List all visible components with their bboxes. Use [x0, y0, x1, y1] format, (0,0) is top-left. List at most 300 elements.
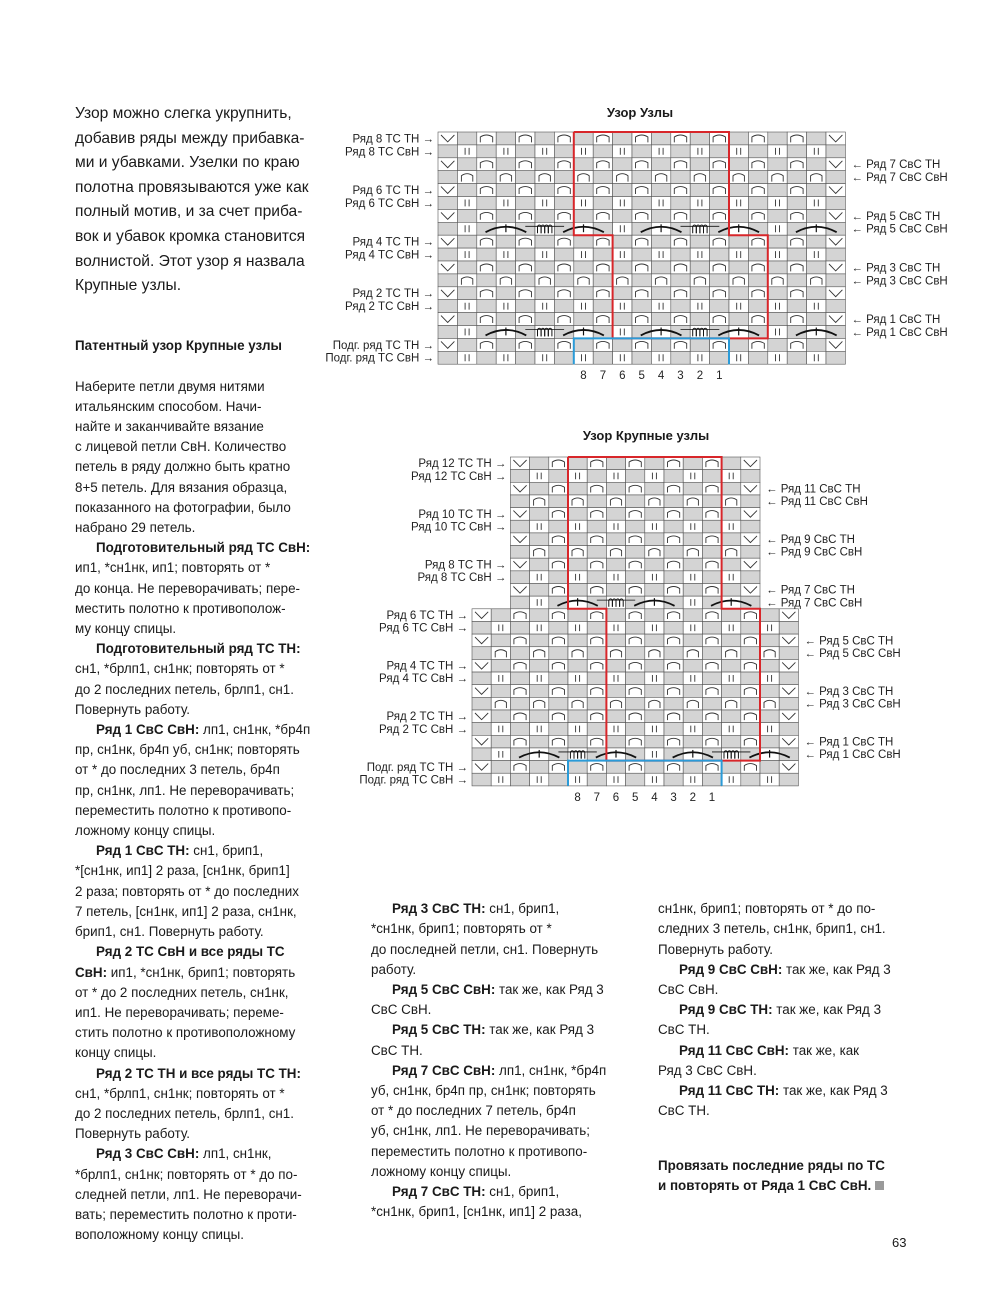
chart-cell	[568, 697, 587, 710]
chart-cell	[606, 773, 625, 786]
row-label-left: Ряд 4 ТС ТН →	[386, 660, 468, 673]
chart-cell	[683, 773, 702, 786]
row-label-left: Ряд 2 ТС СвН →	[345, 301, 434, 314]
chart-cell	[760, 710, 779, 723]
chart-cell	[530, 659, 549, 672]
chart-cell	[664, 773, 683, 786]
chart-cell	[606, 609, 625, 622]
chart-cell	[549, 685, 568, 698]
chart-cell	[510, 584, 529, 597]
chart-cell	[587, 659, 606, 672]
chart-cell	[606, 584, 625, 597]
chart-cell	[568, 457, 587, 470]
chart-cell	[779, 723, 798, 736]
row-label-left: Ряд 10 ТС СвН →	[411, 521, 507, 534]
chart-cell	[530, 634, 549, 647]
row-heading: Ряд 11 СвС СвН:	[679, 1042, 789, 1058]
chart-cell	[760, 672, 779, 685]
chart-cell	[472, 609, 491, 622]
row-heading: Ряд 9 СвС СвН:	[679, 961, 783, 977]
chart-cell	[683, 761, 702, 774]
chart-cell	[549, 761, 568, 774]
chart-cell	[606, 735, 625, 748]
chart-cell	[606, 508, 625, 521]
chart-cell	[626, 609, 645, 622]
chart-cell	[702, 571, 721, 584]
row-instruction-text: ип1, *сн1нк, брип1; повторять от * до 2 последних петель, сн1нк, ип1. Не переворачивать; переме- стить полотно к противоположному концу спицы.	[75, 964, 296, 1061]
chart-cell	[702, 546, 721, 559]
chart-cell	[645, 571, 664, 584]
row-heading: Ряд 7 СвС СвН:	[392, 1062, 496, 1078]
stitch-number: 4	[657, 370, 665, 383]
chart-cell	[530, 621, 549, 634]
chart-cell	[722, 685, 741, 698]
row-instruction-text: сн1, брип1, *сн1нк, брип1; повторять от * до последней петли, сн1. Повернуть работу.	[371, 901, 599, 977]
row-instruction-text: так же, как Ряд 3 СвС СвН.	[371, 982, 604, 1018]
row-instruction-text: лп1, сн1нк, *бр4п пр, сн1нк, бр4п уб, сн1нк; повторять от * до последних 3 петель, бр4п пр, сн1нк, лп1. Не переворачивать; переместить полотно к противопо- ложному концу спицы.	[75, 722, 311, 839]
chart-cell	[626, 571, 645, 584]
chart-cell	[722, 546, 741, 559]
chart-cell	[510, 735, 529, 748]
row-heading: Ряд 3 СвС СвН:	[96, 1146, 200, 1162]
chart-cell	[702, 520, 721, 533]
chart-cell	[760, 659, 779, 672]
chart-cell	[645, 584, 664, 597]
chart-cell	[626, 773, 645, 786]
chart-cell	[722, 697, 741, 710]
chart-cell	[683, 710, 702, 723]
chart-cell	[702, 723, 721, 736]
chart-cell	[587, 508, 606, 521]
chart-cell	[510, 546, 529, 559]
row-heading: Ряд 2 ТС СвН и все ряды ТС СвН:	[75, 944, 285, 980]
chart-cell	[741, 546, 760, 559]
row-instruction-text: Наберите петли двумя нитями итальянским способом. Начи- найте и заканчивайте вязание с лицевой петли СвН. Количество петель в ряду должно быть кратно 8+5 петель. Для вязания образца, показанного на фотографии, было набрано 29 петель.	[75, 378, 291, 536]
chart-cell	[645, 748, 664, 761]
chart-cell	[568, 773, 587, 786]
row-label-right: ← Ряд 3 СвС СвН	[851, 275, 948, 288]
chart-cell	[510, 609, 529, 622]
row-heading: Подготовительный ряд ТС ТН:	[96, 641, 301, 657]
chart-cell	[664, 672, 683, 685]
chart-cell	[510, 495, 529, 508]
chart-cell	[741, 457, 760, 470]
chart-cell	[645, 761, 664, 774]
row-label-left: Ряд 8 ТС ТН →	[424, 559, 507, 572]
chart-cell	[664, 571, 683, 584]
chart-1-title: Узор Узлы	[606, 105, 674, 120]
chart-cell	[683, 609, 702, 622]
chart-cell	[779, 735, 798, 748]
chart-cell	[645, 685, 664, 698]
chart-cell	[702, 773, 721, 786]
chart-cell	[683, 482, 702, 495]
instruction-paragraph	[75, 1144, 327, 1245]
chart-cell	[568, 659, 587, 672]
chart-cell	[779, 672, 798, 685]
chart-cell	[472, 659, 491, 672]
chart-cell	[568, 482, 587, 495]
stitch-number: 1	[716, 370, 723, 383]
chart-cell	[664, 697, 683, 710]
chart-cell	[530, 508, 549, 521]
row-label-right: ← Ряд 3 СвС ТН	[804, 685, 894, 698]
chart-cell	[664, 621, 683, 634]
chart-cell	[510, 533, 529, 546]
stitch-number: 7	[599, 370, 607, 383]
chart-cell	[568, 634, 587, 647]
chart-cell	[760, 735, 779, 748]
chart-cell	[683, 723, 702, 736]
chart-cell	[530, 672, 549, 685]
chart-cell	[510, 697, 529, 710]
chart-cell	[568, 609, 587, 622]
stitch-number: 1	[708, 791, 716, 804]
row-label-left: Ряд 8 ТС СвН →	[417, 572, 507, 584]
chart-cell	[722, 584, 741, 597]
chart-cell	[664, 457, 683, 470]
chart-cell	[683, 735, 702, 748]
chart-cell	[664, 584, 683, 597]
chart-cell	[760, 621, 779, 634]
row-heading: Подготовительный ряд ТС СвН:	[96, 540, 311, 556]
chart-cell	[606, 672, 625, 685]
chart-cell	[664, 710, 683, 723]
chart-cell	[702, 685, 721, 698]
closing-text: Провязать последние ряды по ТС и повторять от Ряда 1 СвС СвН.	[658, 1157, 885, 1193]
chart-cell	[587, 723, 606, 736]
chart-cell	[549, 735, 568, 748]
chart-cell	[606, 520, 625, 533]
chart-cell	[530, 697, 549, 710]
chart-cell	[645, 495, 664, 508]
chart-cell	[664, 634, 683, 647]
chart-cell	[472, 761, 491, 774]
row-label-right: ← Ряд 5 СвС СвН	[804, 647, 901, 660]
chart-cell	[645, 647, 664, 660]
chart-cell	[549, 546, 568, 559]
row-heading: Ряд 5 СвС СвН:	[392, 982, 496, 998]
chart-cell	[626, 495, 645, 508]
chart-cell	[549, 470, 568, 483]
chart-cell	[664, 685, 683, 698]
chart-cell	[683, 508, 702, 521]
chart-cell	[549, 634, 568, 647]
chart-cell	[779, 697, 798, 710]
row-label-right: ← Ряд 7 СвС СвН	[851, 172, 948, 185]
row-instruction-text: сн1, брип1, *сн1нк, брип1, [сн1нк, ип1] 2 раза,	[371, 1184, 582, 1220]
column-3-body	[658, 899, 908, 1121]
chart-cell	[530, 584, 549, 597]
chart-cell	[472, 634, 491, 647]
chart-cell	[645, 634, 664, 647]
chart-cell	[568, 546, 587, 559]
chart-cell	[683, 621, 702, 634]
chart-cell	[741, 482, 760, 495]
section-title: Патентный узор Крупные узлы	[75, 338, 282, 354]
row-heading: Ряд 1 СвС СвН:	[96, 722, 200, 738]
chart-cell	[510, 761, 529, 774]
row-label-left: Подг. ряд ТС ТН →	[366, 761, 468, 774]
chart-cell	[606, 723, 625, 736]
chart-cell	[530, 609, 549, 622]
chart-cell	[549, 571, 568, 584]
chart-cell	[568, 584, 587, 597]
chart-cell	[683, 647, 702, 660]
row-label-right: ← Ряд 1 СвС ТН	[804, 736, 894, 749]
chart-cell	[702, 482, 721, 495]
stitch-number: 8	[574, 791, 581, 804]
instruction-paragraph	[658, 1081, 908, 1121]
chart-cell	[472, 697, 491, 710]
row-label-left: Подг. ряд ТС СвН →	[325, 352, 434, 365]
chart-cell	[741, 647, 760, 660]
chart-cell	[664, 558, 683, 571]
stitch-number: 4	[651, 791, 658, 804]
chart-cell	[606, 659, 625, 672]
chart-cell	[722, 723, 741, 736]
chart-cell	[683, 558, 702, 571]
chart-cell	[702, 710, 721, 723]
chart-cell	[626, 457, 645, 470]
chart-cell	[549, 621, 568, 634]
chart-cell	[530, 571, 549, 584]
chart-cell	[491, 697, 510, 710]
chart-cell	[491, 647, 510, 660]
chart-cell	[702, 495, 721, 508]
row-label-left: Ряд 8 ТС ТН →	[352, 133, 434, 146]
chart-cell	[741, 508, 760, 521]
chart-cell	[549, 697, 568, 710]
chart-cell	[664, 647, 683, 660]
chart-cell	[549, 710, 568, 723]
chart-cell	[549, 723, 568, 736]
row-label-left: Ряд 2 ТС ТН →	[352, 288, 434, 301]
chart-cell	[741, 533, 760, 546]
chart-cell	[683, 546, 702, 559]
chart-cell	[645, 520, 664, 533]
chart-cell	[549, 508, 568, 521]
chart-cell	[626, 659, 645, 672]
chart-cell	[779, 761, 798, 774]
stitch-number: 5	[631, 791, 639, 804]
chart-cell	[741, 609, 760, 622]
column-2-body	[371, 899, 621, 1222]
chart-cell	[587, 470, 606, 483]
row-heading: Ряд 1 СвС ТН:	[96, 843, 190, 859]
row-label-right: ← Ряд 11 СвС СвН	[766, 496, 868, 509]
chart-cell	[510, 571, 529, 584]
chart-cell	[606, 647, 625, 660]
chart-cell	[664, 609, 683, 622]
stitch-number: 3	[670, 791, 677, 804]
row-instruction-text: так же, как Ряд 3 СвС СвН.	[658, 961, 891, 998]
row-label-left: Ряд 6 ТС ТН →	[352, 185, 434, 197]
chart-cell	[722, 672, 741, 685]
chart-cell	[587, 558, 606, 571]
chart-cell	[530, 685, 549, 698]
page-number: 63	[892, 1235, 907, 1250]
chart-2-title: Узор Крупные узлы	[582, 428, 710, 443]
chart-cell	[722, 533, 741, 546]
instruction-paragraph	[658, 1000, 908, 1040]
chart-cell	[491, 761, 510, 774]
chart-cell	[645, 457, 664, 470]
chart-cell	[664, 659, 683, 672]
chart-cell	[606, 546, 625, 559]
row-label-left: Ряд 6 ТС СвН →	[345, 197, 434, 210]
chart-cell	[702, 634, 721, 647]
chart-cell	[510, 470, 529, 483]
chart-cell	[472, 647, 491, 660]
chart-cell	[606, 710, 625, 723]
chart-cell	[760, 761, 779, 774]
chart-cell	[645, 621, 664, 634]
chart-cell	[510, 621, 529, 634]
chart-cell	[472, 735, 491, 748]
chart-cell	[779, 685, 798, 698]
chart-cell	[510, 596, 529, 609]
chart-cell	[683, 596, 702, 609]
chart-cell	[741, 634, 760, 647]
chart-cell	[606, 495, 625, 508]
chart-cell	[626, 533, 645, 546]
chart-cell	[626, 508, 645, 521]
chart-cell	[491, 748, 510, 761]
chart-cell	[491, 735, 510, 748]
chart-cell	[741, 659, 760, 672]
chart-cell	[664, 723, 683, 736]
row-label-left: Ряд 2 ТС ТН →	[386, 711, 468, 724]
chart-cell	[472, 685, 491, 698]
chart-cell	[760, 647, 779, 660]
chart-cell	[587, 546, 606, 559]
chart-cell	[568, 571, 587, 584]
chart-cell	[741, 773, 760, 786]
chart-cell	[510, 508, 529, 521]
row-label-left: Ряд 6 ТС СвН →	[379, 622, 468, 635]
chart-cell	[549, 520, 568, 533]
chart-cell	[722, 495, 741, 508]
stitch-number: 7	[593, 791, 601, 804]
row-label-right: ← Ряд 3 СвС СвН	[804, 698, 901, 711]
instruction-paragraph	[371, 899, 621, 980]
chart-cell	[702, 558, 721, 571]
row-label-left: Ряд 4 ТС ТН →	[352, 236, 434, 249]
chart-cell	[587, 735, 606, 748]
chart-cell	[587, 685, 606, 698]
chart-cell	[683, 672, 702, 685]
row-label-right: ← Ряд 1 СвС СвН	[851, 326, 948, 339]
chart-cell	[741, 672, 760, 685]
closing-instruction	[658, 1156, 908, 1196]
stitch-number: 5	[638, 370, 645, 383]
row-label-left: Ряд 8 ТС СвН →	[345, 146, 434, 159]
chart-cell	[472, 710, 491, 723]
row-label-left: Подг. ряд ТС СвН →	[359, 774, 468, 787]
chart-cell	[549, 533, 568, 546]
chart-cell	[491, 621, 510, 634]
chart-cell	[549, 672, 568, 685]
chart-cell	[645, 773, 664, 786]
chart-cell	[664, 546, 683, 559]
stitch-number: 2	[689, 791, 697, 804]
chart-cell	[530, 773, 549, 786]
row-heading: Ряд 9 СвС ТН:	[679, 1002, 773, 1018]
chart-cell	[530, 470, 549, 483]
instruction-paragraph	[75, 942, 327, 1063]
instruction-paragraph	[371, 1061, 621, 1182]
chart-cell	[645, 546, 664, 559]
chart-cell	[472, 748, 491, 761]
chart-cell	[702, 647, 721, 660]
chart-cell	[645, 609, 664, 622]
chart-cell	[741, 621, 760, 634]
chart-cell	[510, 558, 529, 571]
chart-cell	[568, 495, 587, 508]
chart-cell	[702, 672, 721, 685]
instruction-paragraph	[75, 1064, 327, 1145]
chart-cell	[606, 482, 625, 495]
chart-cell	[626, 558, 645, 571]
row-instruction-text: сн1, *брлп1, сн1нк; повторять от * до 2 последних петель, брлп1, сн1. Повернуть работу.	[75, 661, 294, 717]
chart-cell	[626, 735, 645, 748]
chart-cell	[779, 634, 798, 647]
chart-cell	[510, 647, 529, 660]
chart-cell	[606, 761, 625, 774]
chart-cell	[722, 457, 741, 470]
chart-cell	[626, 621, 645, 634]
chart-cell	[530, 558, 549, 571]
stitch-number: 8	[580, 370, 587, 383]
chart-cell	[664, 508, 683, 521]
instruction-paragraph	[658, 1041, 908, 1081]
instruction-paragraph	[658, 960, 908, 1000]
intro-paragraph: Узор можно слегка укрупнить, добавив ряды между прибавка- ми и убавками. Узелки по краю полотна провязываются уже как полный мотив, и за счет приба- вок и убавок кромка становится волнистой. Этот узор я назвала Крупные узлы.	[75, 105, 309, 295]
row-label-left: Подг. ряд ТС ТН →	[332, 339, 434, 352]
stitch-number: 3	[677, 370, 684, 383]
chart-cell	[626, 710, 645, 723]
chart-cell	[587, 710, 606, 723]
chart-cell	[549, 482, 568, 495]
chart-cell	[549, 773, 568, 786]
chart-cell	[587, 533, 606, 546]
row-label-right: ← Ряд 9 СвС СвН	[766, 546, 863, 559]
chart-cell	[549, 659, 568, 672]
chart-cell	[606, 621, 625, 634]
chart-cell	[702, 584, 721, 597]
chart-cell	[722, 647, 741, 660]
instructions-column-3	[658, 879, 908, 1216]
chart-cell	[683, 520, 702, 533]
row-label-right: ← Ряд 1 СвС СвН	[804, 749, 901, 762]
chart-cell	[530, 761, 549, 774]
chart-cell	[741, 685, 760, 698]
chart-cell	[587, 773, 606, 786]
chart-cell	[741, 584, 760, 597]
chart-cell	[549, 558, 568, 571]
row-instruction-text: так же, как Ряд 3 СвС ТН.	[371, 1022, 595, 1058]
chart-cell	[702, 508, 721, 521]
chart-cell	[760, 685, 779, 698]
chart-cell	[510, 457, 529, 470]
chart-cell	[606, 634, 625, 647]
row-label-right: ← Ряд 1 СвС ТН	[851, 314, 941, 326]
chart-cell	[760, 723, 779, 736]
chart-cell	[587, 520, 606, 533]
chart-cell	[626, 584, 645, 597]
chart-cell	[645, 558, 664, 571]
